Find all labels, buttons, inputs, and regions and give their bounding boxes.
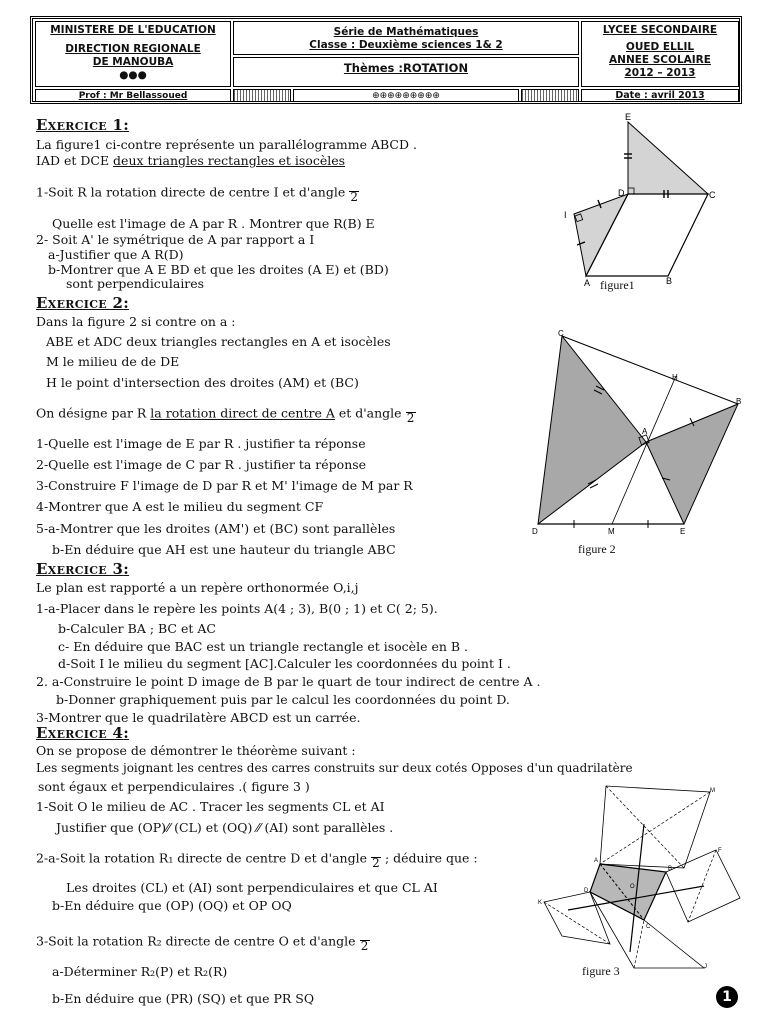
header-theme (233, 57, 579, 87)
figure1-caption: figure1 (600, 278, 635, 292)
ex4-line3: sont égaux et perpendiculaires .( figure 3 ) (38, 779, 310, 794)
ministry-dots: ●●● (119, 69, 147, 81)
ex4-line1: On se propose de démontrer le théorème suivant : (36, 743, 356, 758)
header-ministry (35, 21, 231, 87)
ex4-line5: Justifier que (OP)⁄⁄ (CL) et (OQ) ⁄⁄ (AI) sont parallèles . (56, 820, 394, 835)
exercise3-title: Exercice 3: (36, 560, 130, 578)
ex1-line4: Quelle est l'image de A par R . Montrer que R(B) E (52, 216, 375, 231)
header-pattern-right (521, 89, 579, 102)
figure3-caption: figure 3 (582, 964, 620, 978)
theme-label: Thèmes :ROTATION (343, 61, 469, 75)
ex2-q4: 4-Montrer que A est le milieu du segment CF (36, 499, 324, 514)
school-line4: 2012 – 2013 (624, 67, 696, 79)
ministry-line3: DE MANOUBA (92, 56, 174, 68)
ex1-line3: 1-Soit R la rotation directe de centre I et d'angle 2 (36, 184, 359, 204)
header-series (233, 21, 579, 55)
school-line2: OUED ELLIL (625, 41, 695, 53)
page-number-badge: 1 (716, 986, 738, 1008)
fig2-label-D: D (532, 527, 538, 536)
ex4-line11: b-En déduire que (PR) (SQ) et que PR SQ (52, 991, 315, 1006)
ex2-line5: On désigne par R la rotation direct de centre A et d'angle 2 (36, 405, 415, 425)
ex1-line2: IAD et DCE deux triangles rectangles et isocèles (36, 153, 346, 168)
header-pattern-left (233, 89, 291, 102)
fig2-label-B: B (736, 397, 742, 406)
header-school (581, 21, 739, 87)
ex4-line10: a-Déterminer R₂(P) et R₂(R) (52, 964, 228, 979)
ex3-line5: d-Soit I le milieu du segment [AC].Calculer les coordonnées du point I . (58, 656, 511, 671)
fig2-label-E: E (680, 527, 686, 536)
ex3-line4: c- En déduire que BAC est un triangle rectangle et isocèle en B . (58, 639, 468, 654)
fig3-label-D: D (584, 888, 589, 894)
fig3-label-O: O (630, 884, 635, 890)
ex1-line6: a-Justifier que A R(D) (48, 247, 184, 262)
ministry-line2: DIRECTION REGIONALE (65, 43, 201, 55)
ex4-line9: 3-Soit la rotation R₂ directe de centre O et d'angle 2 (36, 933, 369, 953)
header-date (581, 89, 739, 102)
fig3-label-B: B (668, 866, 673, 872)
ex2-line2: ABE et ADC deux triangles rectangles en A et isocèles (46, 334, 391, 349)
ex1-line1: La figure1 ci-contre représente un parallélogramme ABCD . (36, 137, 417, 152)
ex4-line8: b-En déduire que (OP) (OQ) et OP OQ (52, 898, 292, 913)
date-label: Date : avril 2013 (615, 90, 705, 101)
fig3-label-K: K (538, 900, 543, 906)
ex2-q5: 5-a-Montrer que les droites (AM') et (BC) sont parallèles (36, 521, 396, 536)
ex1-line5: 2- Soit A' le symétrique de A par rapport a I (36, 232, 315, 247)
fig1-label-C: C (709, 190, 716, 200)
fig2-label-H: H (672, 373, 678, 382)
series-line1: Série de Mathématiques (333, 26, 479, 38)
school-line1: LYCEE SECONDAIRE (602, 24, 718, 36)
fig2-label-A: A (642, 427, 648, 436)
fig1-label-D: D (618, 188, 625, 198)
fig1-label-E: E (625, 112, 632, 122)
exercise1-title: Exercice 1: (36, 116, 130, 134)
fig3-label-A: A (594, 858, 599, 864)
ex2-q1: 1-Quelle est l'image de E par R . justifier ta réponse (36, 436, 366, 451)
series-line2: Classe : Deuxième sciences 1& 2 (309, 39, 503, 51)
ex4-line2: Les segments joignant les centres des carres construits sur deux cotés Opposes d'un quadrilatère (36, 761, 633, 775)
exercise4-title: Exercice 4: (36, 724, 130, 742)
figure2-caption: figure 2 (578, 542, 616, 556)
exercise2-title: Exercice 2: (36, 294, 130, 312)
figure1-drawing (560, 108, 750, 298)
fig2-label-M: M (608, 527, 615, 536)
figure3-drawing (534, 780, 744, 970)
ex4-line6: 2-a-Soit la rotation R₁ directe de centre D et d'angle 2 ; déduire que : (36, 850, 478, 870)
fig3-label-J: J (704, 964, 707, 970)
fig3-label-F: F (718, 848, 722, 854)
figure2-drawing (530, 326, 750, 540)
ex2-q2: 2-Quelle est l'image de C par R . justifier ta réponse (36, 457, 367, 472)
ex1-line7: b-Montrer que A E BD et que les droites (A E) et (BD) (48, 262, 389, 277)
fig1-label-B: B (666, 276, 673, 286)
header-prof (35, 89, 231, 102)
header-table (30, 16, 742, 104)
ex4-line4: 1-Soit O le milieu de AC . Tracer les segments CL et AI (36, 799, 385, 814)
fig3-label-M: M (710, 788, 715, 794)
fig1-label-A: A (584, 278, 591, 288)
prof-label: Prof : Mr Bellassoued (78, 91, 188, 101)
ex3-line2: 1-a-Placer dans le repère les points A(4 ; 3), B(0 ; 1) et C( 2; 5). (36, 601, 438, 616)
ex2-line3: M le milieu de de DE (46, 354, 180, 369)
ex1-line8: sont perpendiculaires (66, 276, 205, 291)
ex4-line7: Les droites (CL) et (AI) sont perpendiculaires et que CL AI (66, 880, 438, 895)
ex2-line4: H le point d'intersection des droites (AM) et (BC) (46, 375, 359, 390)
ex3-line7: b-Donner graphiquement puis par le calcul les coordonnées du point D. (56, 692, 510, 707)
fig1-label-I: I (564, 210, 567, 220)
ex3-line3: b-Calculer BA ; BC et AC (58, 621, 216, 636)
ex3-line8: 3-Montrer que le quadrilatère ABCD est un carrée. (36, 710, 361, 725)
fig3-label-C: C (646, 924, 651, 930)
ministry-line1: MINISTERE DE L'EDUCATION (50, 24, 216, 36)
ex3-line1: Le plan est rapporté a un repère orthonormée O,i,j (36, 580, 359, 595)
header-stars (293, 89, 519, 102)
fig2-label-C: C (558, 329, 564, 338)
ex2-line1: Dans la figure 2 si contre on a : (36, 314, 236, 329)
stars-label: ⊕⊕⊕⊕⊕⊕⊕⊕⊕ (372, 91, 440, 101)
ex2-q3: 3-Construire F l'image de D par R et M' l'image de M par R (36, 478, 413, 493)
school-line3: ANNEE SCOLAIRE (609, 54, 711, 66)
ex2-q6: b-En déduire que AH est une hauteur du triangle ABC (52, 542, 396, 557)
ex3-line6: 2. a-Construire le point D image de B par le quart de tour indirect de centre A . (36, 674, 541, 689)
